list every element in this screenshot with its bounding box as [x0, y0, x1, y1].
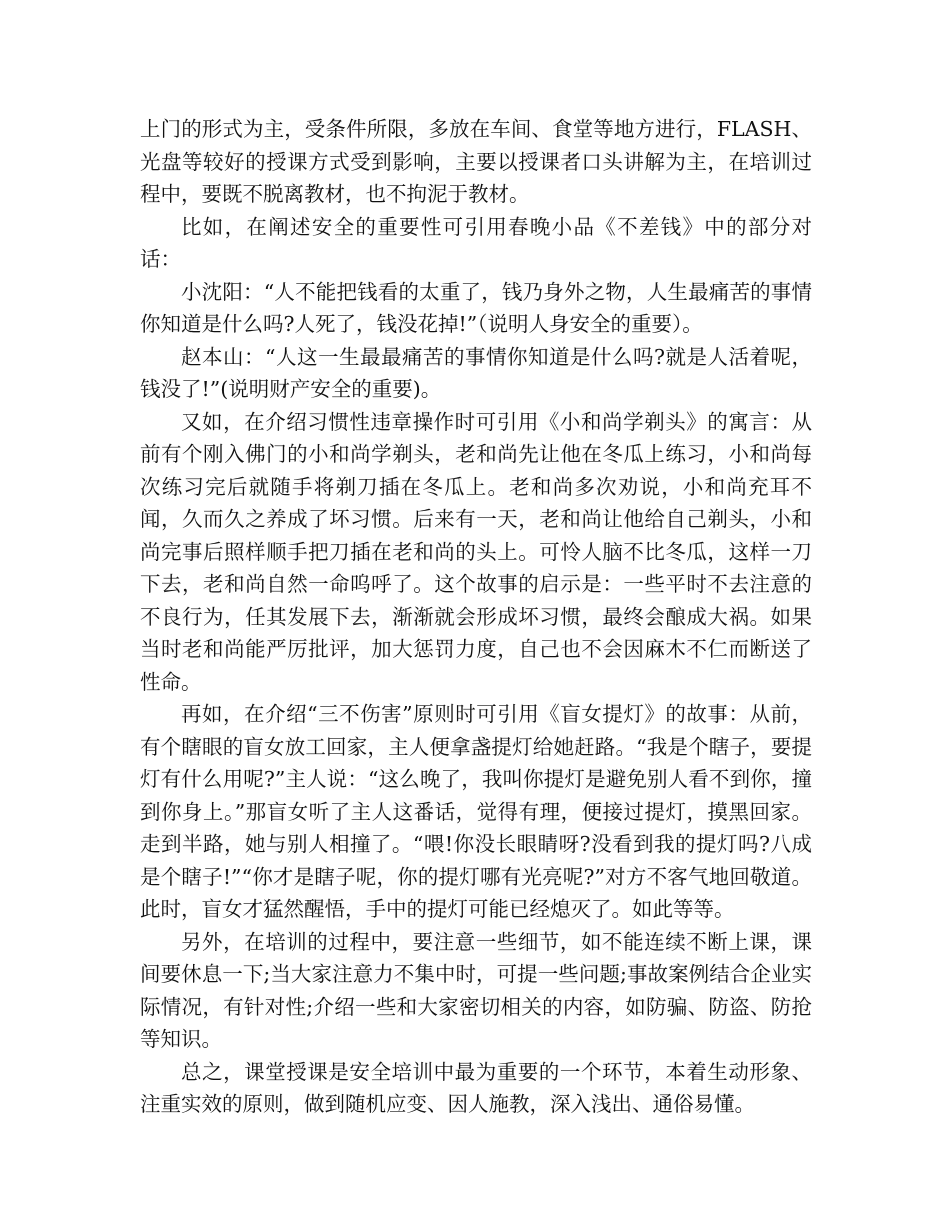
- paragraph-training-details: 另外，在培训的过程中，要注意一些细节，如不能连续不断上课，课间要休息一下;当大家注意力不集中时，可提一些问题;事故案例结合企业实际情况，有针对性;介绍一些和大家密切相关的内容，如防骗、防盗、防抢等知识。: [140, 929, 812, 1051]
- paragraph-example-intro: 比如，在阐述安全的重要性可引用春晚小品《不差钱》中的部分对话：: [140, 214, 812, 271]
- paragraph-conclusion: 总之，课堂授课是安全培训中最为重要的一个环节，本着生动形象、注重实效的原则，做到随机应变、因人施教，深入浅出、通俗易懂。: [140, 1059, 812, 1116]
- paragraph-dialogue-zhaobenshan: 赵本山：“人这一生最最痛苦的事情你知道是什么吗?就是人活着呢，钱没了!”(说明财产安全的重要)。: [140, 344, 812, 401]
- paragraph-dialogue-xiaoshenyang: 小沈阳：“人不能把钱看的太重了，钱乃身外之物，人生最痛苦的事情你知道是什么吗?人死了，钱没花掉!”（说明人身安全的重要）。: [140, 279, 812, 336]
- paragraph-continued: 上门的形式为主，受条件所限，多放在车间、食堂等地方进行，FLASH、光盘等较好的授课方式受到影响，主要以授课者口头讲解为主，在培训过程中，要既不脱离教材，也不拘泥于教材。: [140, 117, 812, 206]
- paragraph-blind-girl-lantern-story: 再如，在介绍“三不伤害”原则时可引用《盲女提灯》的故事：从前，有个瞎眼的盲女放工回家，主人便拿盏提灯给她赶路。“我是个瞎子，要提灯有什么用呢?”主人说：“这么晚了，我叫你提灯是避免别人看不到你，撞到你身上。”那盲女听了主人这番话，觉得有理，便接过提灯，摸黑回家。走到半路，她与别人相撞了。“喂!你没长眼睛呀?没看到我的提灯吗?八成是个瞎子!”“你才是瞎子呢，你的提灯哪有光亮呢?”对方不客气地回敬道。此时，盲女才猛然醒悟，手中的提灯可能已经熄灭了。如此等等。: [140, 702, 812, 921]
- paragraph-little-monk-story: 又如，在介绍习惯性违章操作时可引用《小和尚学剃头》的寓言：从前有个刚入佛门的小和尚学剃头，老和尚先让他在冬瓜上练习，小和尚每次练习完后就随手将剃刀插在冬瓜上。老和尚多次劝说，小和尚充耳不闻，久而久之养成了坏习惯。后来有一天，老和尚让他给自己剃头，小和尚完事后照样顺手把刀插在老和尚的头上。可怜人脑不比冬瓜，这样一刀下去，老和尚自然一命呜呼了。这个故事的启示是：一些平时不去注意的不良行为，任其发展下去，渐渐就会形成坏习惯，最终会酿成大祸。如果当时老和尚能严厉批评，加大惩罚力度，自己也不会因麻木不仁而断送了性命。: [140, 409, 812, 694]
- document-body: [140, 113, 812, 1121]
